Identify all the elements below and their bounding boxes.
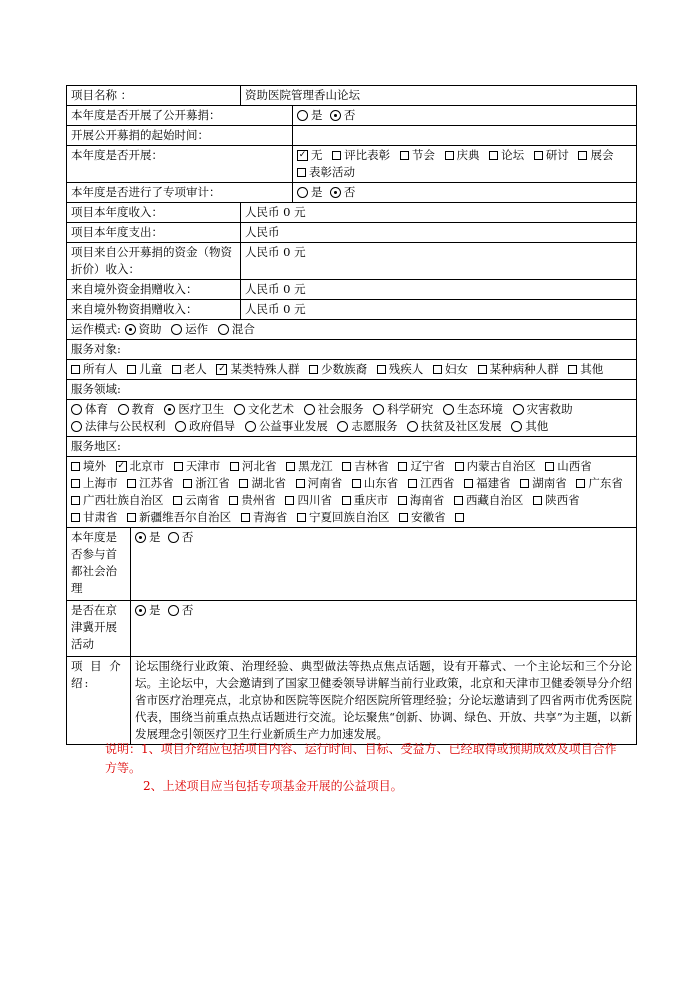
checkbox-icon[interactable] — [568, 365, 577, 374]
option-label: 研讨 — [545, 148, 569, 162]
option-item[interactable] — [455, 510, 467, 524]
checkbox-icon[interactable] — [455, 462, 464, 471]
row-jjj — [67, 601, 637, 657]
option-item[interactable] — [455, 459, 536, 473]
option-label: 老人 — [183, 362, 207, 376]
option-label: 西藏自治区 — [465, 493, 524, 507]
option-label: 新疆维吾尔自治区 — [139, 510, 232, 524]
checkbox-icon[interactable] — [174, 462, 183, 471]
radio-no[interactable] — [168, 532, 179, 543]
option-item[interactable] — [407, 419, 502, 433]
option-label: 庆典 — [456, 148, 480, 162]
option-item[interactable] — [433, 362, 468, 376]
option-label: 残疾人 — [388, 362, 424, 376]
start-time-value[interactable] — [293, 126, 637, 146]
finance-value: 人民币 0 元 — [241, 280, 637, 300]
option-label: 社会服务 — [317, 402, 364, 416]
checkbox-icon[interactable] — [297, 168, 306, 177]
checkbox-icon[interactable] — [398, 462, 407, 471]
row-mode — [67, 320, 637, 340]
option-label: 北京市 — [129, 459, 165, 473]
checkbox-icon[interactable] — [127, 513, 136, 522]
option-item[interactable] — [454, 493, 524, 507]
option-label: 宁夏回族自治区 — [308, 510, 390, 524]
option-label: 展会 — [590, 148, 614, 162]
option-label: 资助 — [138, 322, 162, 336]
option-label: 志愿服务 — [351, 419, 398, 433]
checkbox-icon[interactable] — [398, 496, 407, 505]
option-item[interactable] — [408, 476, 455, 490]
row-public-fundraising — [67, 106, 637, 126]
checkbox-icon[interactable] — [286, 462, 295, 471]
option-label: 上海市 — [83, 476, 118, 490]
checkbox-icon[interactable] — [296, 479, 305, 488]
checkbox-icon[interactable] — [352, 479, 361, 488]
checkbox-icon[interactable] — [377, 365, 386, 374]
checkbox-icon[interactable] — [230, 462, 239, 471]
checkbox-icon[interactable] — [433, 365, 442, 374]
checkbox-icon[interactable] — [127, 479, 136, 488]
option-item[interactable] — [175, 419, 235, 433]
mode-label: 运作模式: — [71, 322, 121, 336]
option-item[interactable] — [127, 510, 231, 524]
checkbox-checked-icon[interactable]: ✓ — [218, 363, 226, 374]
option-item[interactable] — [245, 419, 328, 433]
option-item[interactable] — [234, 402, 294, 416]
yes-label: 是 — [311, 108, 323, 122]
option-item[interactable] — [229, 493, 276, 507]
option-label: 少数族裔 — [321, 362, 368, 376]
finance-label: 项目本年度支出： — [67, 223, 241, 243]
option-label: 某种病种人群 — [489, 362, 559, 376]
finance-label: 项目来自公开募捐的资金（物资折价）收入： — [67, 243, 241, 280]
radio-icon[interactable] — [234, 404, 245, 415]
row-audit — [67, 183, 637, 203]
radio-icon[interactable] — [304, 404, 315, 415]
option-item[interactable] — [71, 476, 118, 490]
project-name-label: 项目名称 ： — [67, 86, 241, 106]
option-item[interactable] — [127, 476, 174, 490]
radio-icon[interactable] — [407, 421, 418, 432]
option-item[interactable] — [71, 493, 164, 507]
option-item[interactable] — [297, 165, 355, 179]
row-intro — [67, 657, 637, 745]
option-item[interactable] — [489, 148, 524, 162]
option-item[interactable] — [71, 459, 106, 473]
option-item[interactable] — [332, 148, 390, 162]
checkbox-checked-icon[interactable]: ✓ — [298, 149, 307, 160]
checkbox-icon[interactable] — [239, 479, 248, 488]
row-targets — [67, 360, 637, 380]
option-label: 云南省 — [185, 493, 220, 507]
option-item[interactable] — [445, 148, 480, 162]
option-item[interactable] — [513, 402, 573, 416]
option-label: 天津市 — [185, 459, 221, 473]
public-fundraising-label: 本年度是否开展了公开募捐： — [67, 106, 293, 126]
activity-options — [293, 146, 637, 183]
option-label: 公益事业发展 — [258, 419, 328, 433]
radio-yes-selected[interactable] — [135, 532, 146, 543]
intro-label: 项 目 介 绍: — [67, 657, 131, 745]
radio-icon[interactable] — [337, 421, 348, 432]
option-label: 山西省 — [557, 459, 592, 473]
option-item[interactable] — [116, 459, 165, 473]
option-label: 运作 — [185, 322, 209, 336]
fields-options — [67, 400, 637, 437]
row-finance-3 — [67, 280, 637, 300]
finance-value: 人民币 0 元 — [241, 203, 637, 223]
row-regions-label — [67, 437, 637, 457]
radio-icon[interactable] — [245, 421, 256, 432]
finance-value: 人民币 — [241, 223, 637, 243]
option-label: 医疗卫生 — [178, 402, 225, 416]
checkbox-icon[interactable] — [445, 151, 454, 160]
option-item[interactable] — [285, 493, 332, 507]
option-item[interactable] — [296, 476, 343, 490]
option-item[interactable] — [127, 362, 162, 376]
radio-no[interactable] — [168, 605, 179, 616]
radio-yes[interactable] — [297, 187, 308, 198]
radio-icon[interactable] — [218, 324, 229, 335]
row-finance-4 — [67, 300, 637, 320]
option-item[interactable] — [511, 419, 548, 433]
checkbox-icon[interactable] — [534, 151, 543, 160]
option-label: 表彰活动 — [309, 165, 356, 179]
checkbox-icon[interactable] — [342, 462, 351, 471]
option-item[interactable] — [578, 148, 613, 162]
audit-label: 本年度是否进行了专项审计： — [67, 183, 293, 203]
option-label: 体育 — [85, 402, 108, 416]
option-label: 境外 — [83, 459, 106, 473]
option-label: 政府倡导 — [189, 419, 236, 433]
option-item[interactable] — [520, 476, 567, 490]
option-label: 福建省 — [476, 476, 511, 490]
checkbox-icon[interactable] — [173, 496, 182, 505]
option-label: 灾害救助 — [526, 402, 573, 416]
option-label: 河南省 — [307, 476, 343, 490]
option-item[interactable] — [400, 148, 435, 162]
row-finance-2 — [67, 243, 637, 280]
checkbox-icon[interactable] — [478, 365, 487, 374]
option-label: 混合 — [231, 322, 255, 336]
option-item[interactable] — [534, 148, 569, 162]
project-name-value: 资助医院管理香山论坛 — [241, 86, 637, 106]
no-label: 否 — [343, 185, 356, 199]
yes-label: 是 — [311, 185, 323, 199]
option-label: 贵州省 — [241, 493, 276, 507]
row-capital-governance — [67, 528, 637, 601]
option-item[interactable] — [218, 322, 255, 336]
no-label: 否 — [181, 530, 194, 544]
option-label: 文化艺术 — [247, 402, 294, 416]
option-label: 山东省 — [363, 476, 399, 490]
option-label: 所有人 — [83, 362, 118, 376]
checkbox-icon[interactable] — [332, 151, 341, 160]
option-item[interactable] — [342, 493, 389, 507]
option-item[interactable] — [399, 510, 446, 524]
option-item[interactable] — [304, 402, 364, 416]
no-label: 否 — [181, 603, 194, 617]
mode-cell — [67, 320, 637, 340]
checkbox-icon[interactable] — [342, 496, 351, 505]
checkbox-icon[interactable] — [71, 462, 80, 471]
checkbox-icon[interactable] — [71, 365, 80, 374]
radio-icon[interactable] — [171, 324, 182, 335]
option-item[interactable] — [71, 510, 118, 524]
option-item[interactable] — [118, 402, 155, 416]
start-time-label: 开展公开募捐的起始时间： — [67, 126, 293, 146]
radio-icon[interactable] — [443, 404, 454, 415]
capital-governance-label: 本年度是否参与首都社会治理 — [67, 528, 131, 601]
targets-options — [67, 360, 637, 380]
option-item[interactable] — [576, 476, 623, 490]
option-label: 科学研究 — [387, 402, 434, 416]
checkbox-icon[interactable] — [545, 462, 554, 471]
option-item[interactable] — [125, 322, 162, 336]
finance-label: 项目本年度收入： — [67, 203, 241, 223]
radio-icon[interactable] — [175, 421, 186, 432]
checkbox-icon[interactable] — [520, 479, 529, 488]
option-item[interactable] — [398, 493, 445, 507]
checkbox-icon[interactable] — [533, 496, 542, 505]
audit-choice[interactable] — [293, 183, 637, 203]
radio-icon[interactable] — [373, 404, 384, 415]
option-item[interactable] — [171, 322, 208, 336]
note-line-1: 说明：1、项目介绍应包括项目内容、运行时间、目标、受益方、已经取得或预期成效及项目合作方等。 — [105, 742, 617, 775]
radio-icon[interactable] — [513, 404, 524, 415]
activity-label: 本年度是否开展： — [67, 146, 293, 183]
option-item[interactable] — [241, 510, 288, 524]
option-item[interactable] — [164, 402, 224, 416]
project-form — [66, 85, 636, 745]
option-label: 安徽省 — [411, 510, 446, 524]
checkbox-icon[interactable] — [578, 151, 587, 160]
option-label: 其他 — [580, 362, 604, 376]
checkbox-icon[interactable] — [297, 513, 306, 522]
option-item[interactable] — [174, 459, 221, 473]
option-item[interactable] — [230, 459, 277, 473]
option-item[interactable] — [443, 402, 503, 416]
option-label: 湖南省 — [532, 476, 567, 490]
option-item[interactable] — [568, 362, 603, 376]
option-label: 黑龙江 — [298, 459, 333, 473]
row-finance-1 — [67, 223, 637, 243]
row-fields-label — [67, 380, 637, 400]
checkbox-icon[interactable] — [399, 513, 408, 522]
option-item[interactable] — [71, 362, 118, 376]
fields-label: 服务领域: — [67, 380, 637, 400]
option-item[interactable] — [216, 362, 299, 376]
radio-icon[interactable] — [511, 421, 522, 432]
option-label: 江西省 — [419, 476, 455, 490]
finance-label: 来自境外资金捐赠收入： — [67, 280, 241, 300]
checkbox-icon[interactable] — [489, 151, 498, 160]
option-label: 湖北省 — [251, 476, 286, 490]
finance-label: 来自境外物资捐赠收入： — [67, 300, 241, 320]
row-finance-0 — [67, 203, 637, 223]
option-item[interactable] — [545, 459, 592, 473]
jjj-label: 是否在京津冀开展活动 — [67, 601, 131, 657]
option-label: 海南省 — [409, 493, 445, 507]
checkbox-icon[interactable] — [309, 365, 318, 374]
checkbox-icon[interactable] — [71, 496, 80, 505]
option-item[interactable] — [297, 510, 390, 524]
checkbox-icon[interactable] — [464, 479, 473, 488]
checkbox-icon[interactable] — [127, 365, 136, 374]
radio-selected-icon[interactable] — [125, 324, 136, 335]
option-item[interactable] — [239, 476, 286, 490]
radio-icon[interactable] — [71, 421, 82, 432]
option-item[interactable] — [183, 476, 230, 490]
checkbox-checked-icon[interactable]: ✓ — [117, 460, 125, 471]
option-item[interactable] — [533, 493, 580, 507]
option-label: 评比表彰 — [344, 148, 391, 162]
finance-value: 人民币 0 元 — [241, 300, 637, 320]
yes-label: 是 — [149, 530, 161, 544]
option-label: 妇女 — [444, 362, 468, 376]
checkbox-icon[interactable] — [71, 513, 80, 522]
intro-text: 论坛围绕行业政策、治理经验、典型做法等热点焦点话题，设有开幕式、一个主论坛和三个分论坛。主论坛中，大会邀请到了国家卫健委领导讲解当前行业政策，北京和天津市卫健委领导分介绍省市医疗治理亮点，北京协和医院等医院介绍医院所管理经验；分论坛邀请到了四省两市优秀医院代表，围绕当前重点热点话题进行交流。论坛聚焦“创新、协调、绿色、开放、共享”为主题，以新发展理念引领医疗卫生行业新质生产力加速发展。 — [131, 657, 637, 745]
checkbox-icon[interactable] — [454, 496, 463, 505]
option-item[interactable] — [398, 459, 445, 473]
option-label: 江苏省 — [139, 476, 174, 490]
option-label: 吉林省 — [354, 459, 389, 473]
option-item[interactable] — [377, 362, 424, 376]
regions-label: 服务地区: — [67, 437, 637, 457]
checkbox-icon[interactable] — [183, 479, 192, 488]
no-label: 否 — [343, 108, 356, 122]
option-label: 青海省 — [252, 510, 288, 524]
option-item[interactable] — [71, 419, 166, 433]
option-label: 其他 — [525, 419, 549, 433]
radio-yes-selected[interactable] — [135, 605, 146, 616]
option-item[interactable] — [478, 362, 559, 376]
checkbox-icon[interactable] — [71, 479, 80, 488]
option-item[interactable] — [286, 459, 333, 473]
radio-icon[interactable] — [71, 404, 82, 415]
option-label: 重庆市 — [353, 493, 389, 507]
jjj-choice[interactable] — [131, 601, 637, 657]
radio-selected-icon[interactable] — [164, 404, 175, 415]
option-label: 教育 — [131, 402, 155, 416]
option-item[interactable] — [172, 362, 207, 376]
option-item[interactable] — [342, 459, 389, 473]
option-label: 儿童 — [139, 362, 163, 376]
row-start-time — [67, 126, 637, 146]
row-regions — [67, 457, 637, 528]
option-item[interactable] — [297, 148, 323, 162]
option-label: 生态环境 — [456, 402, 503, 416]
option-label: 陕西省 — [545, 493, 580, 507]
option-label: 扶贫及社区发展 — [421, 419, 502, 433]
checkbox-icon[interactable] — [285, 496, 294, 505]
row-targets-label — [67, 340, 637, 360]
option-item[interactable] — [173, 493, 220, 507]
option-label: 广东省 — [588, 476, 623, 490]
radio-no-selected[interactable] — [330, 110, 341, 121]
capital-governance-choice[interactable] — [131, 528, 637, 601]
option-label: 论坛 — [501, 148, 525, 162]
checkbox-icon[interactable] — [400, 151, 409, 160]
radio-icon[interactable] — [118, 404, 129, 415]
regions-options — [67, 457, 637, 528]
option-item[interactable] — [352, 476, 399, 490]
finance-value: 人民币 0 元 — [241, 243, 637, 280]
checkbox-icon[interactable] — [241, 513, 250, 522]
checkbox-icon[interactable] — [455, 513, 464, 522]
option-label: 浙江省 — [195, 476, 230, 490]
option-item[interactable] — [464, 476, 511, 490]
option-label: 甘肃省 — [83, 510, 118, 524]
option-label: 广西壮族自治区 — [83, 493, 164, 507]
radio-yes[interactable] — [297, 110, 308, 121]
option-label: 节会 — [411, 148, 435, 162]
option-label: 内蒙古自治区 — [466, 459, 536, 473]
option-item[interactable] — [337, 419, 397, 433]
row-activity — [67, 146, 637, 183]
option-label: 河北省 — [241, 459, 277, 473]
option-item[interactable] — [71, 402, 108, 416]
yes-label: 是 — [149, 603, 161, 617]
option-item[interactable] — [309, 362, 367, 376]
option-label: 四川省 — [297, 493, 332, 507]
option-label: 无 — [311, 148, 323, 162]
checkbox-icon[interactable] — [172, 365, 181, 374]
public-fundraising-choice[interactable] — [293, 106, 637, 126]
option-label: 某类特殊人群 — [230, 362, 300, 376]
checkbox-icon[interactable] — [229, 496, 238, 505]
form-table — [66, 85, 637, 745]
mode-options — [125, 322, 261, 336]
row-project-name — [67, 86, 637, 106]
note-line-2: 2、上述项目应当包括专项基金开展的公益项目。 — [143, 779, 403, 793]
targets-label: 服务对象: — [67, 340, 637, 360]
option-label: 辽宁省 — [410, 459, 445, 473]
checkbox-icon[interactable] — [408, 479, 417, 488]
radio-no-selected[interactable] — [330, 187, 341, 198]
option-item[interactable] — [373, 402, 433, 416]
row-fields — [67, 400, 637, 437]
option-label: 法律与公民权利 — [85, 419, 166, 433]
checkbox-icon[interactable] — [576, 479, 585, 488]
